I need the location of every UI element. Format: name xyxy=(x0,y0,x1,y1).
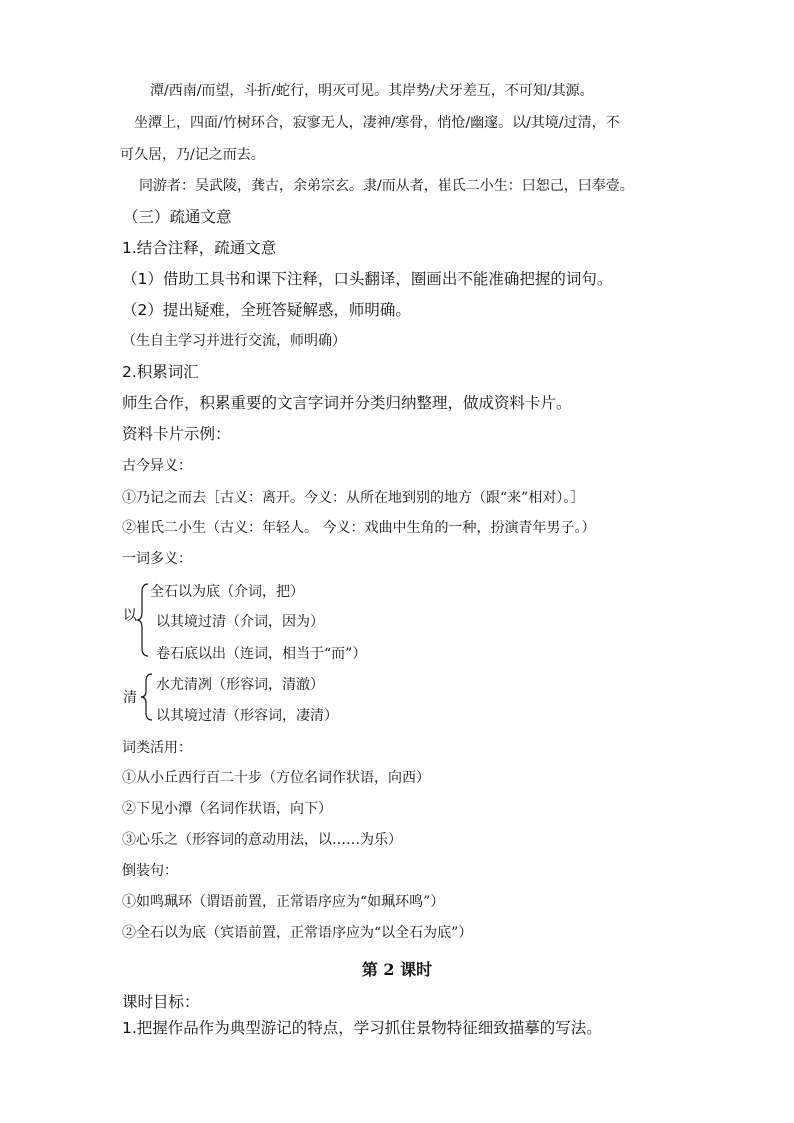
cilei-title: 词类活用： xyxy=(122,740,192,756)
daozhuang-title: 倒装句： xyxy=(122,863,178,879)
daozhuang-item-1: ①如鸣珮环（谓语前置，正常语序应为“如珮环鸣”） xyxy=(122,894,445,910)
yi-item-2: 以其境过清（介词，因为） xyxy=(156,614,324,630)
goal-label: 课时目标： xyxy=(122,993,200,1011)
cilei-item-1: ①从小丘西行百二十步（方位名词作状语，向西） xyxy=(122,770,430,786)
poem-line-2: 坐潭上，四面/竹树环合，寂寥无人，凄神/寒骨，悄怆/幽邃。以/其境/过清，不 xyxy=(134,115,620,131)
lesson-heading: 第 2 课时 xyxy=(361,960,433,979)
poem-line-3: 可久居，乃/记之而去。 xyxy=(120,147,265,163)
yi-brace xyxy=(136,582,150,658)
qing-item-1: 水尤清冽（形容词，清澈） xyxy=(156,677,324,693)
qing-item-2: 以其境过清（形容词，凄清） xyxy=(156,708,338,724)
qing-char: 清 xyxy=(123,690,137,706)
step-2: 2.积累词汇 xyxy=(122,363,199,381)
cilei-item-2: ②下见小潭（名词作状语，向下） xyxy=(122,801,332,817)
student-note: （生自主学习并进行交流，师明确） xyxy=(122,333,346,349)
yi-item-1: 全石以为底（介词，把） xyxy=(150,584,304,600)
qing-brace xyxy=(140,672,154,722)
yici-title: 一词多义： xyxy=(122,551,192,567)
step-1-item-1: （1）借助工具书和课下注释，口头翻译，圈画出不能准确把握的词句。 xyxy=(122,270,613,288)
gujin-title: 古今异义： xyxy=(122,458,192,474)
gujin-item-1: ①乃记之而去［古义：离开。今义：从所在地到别的地方（跟“来”相对）。］ xyxy=(122,490,585,506)
example-label: 资料卡片示例： xyxy=(122,425,231,443)
gujin-item-2: ②崔氏二小生（古义：年轻人。 今义：戏曲中生角的一种，扮演青年男子。） xyxy=(122,520,596,536)
poem-line-4: 同游者：吴武陵，龚古，余弟宗玄。隶/而从者，崔氏二小生：曰恕己，曰奉壹。 xyxy=(139,178,634,194)
yi-item-3: 卷石底以出（连词，相当于“而”） xyxy=(156,646,367,662)
poem-line-1: 潭/西南/而望，斗折/蛇行，明灭可见。其岸势/犬牙差互，不可知/其源。 xyxy=(150,83,594,99)
goal-1: 1.把握作品作为典型游记的特点，学习抓住景物特征细致描摹的写法。 xyxy=(122,1019,602,1037)
cilei-item-3: ③心乐之（形容词的意动用法，以……为乐） xyxy=(122,832,402,848)
daozhuang-item-2: ②全石以为底（宾语前置，正常语序应为“以全石为底”） xyxy=(122,925,473,941)
section-title: （三）疏通文意 xyxy=(123,208,232,226)
step-1: 1.结合注释，疏通文意 xyxy=(122,239,277,257)
step-2-desc: 师生合作，积累重要的文言字词并分类归纳整理，做成资料卡片。 xyxy=(122,394,572,412)
yi-char: 以 xyxy=(123,608,137,624)
step-1-item-2: （2）提出疑难，全班答疑解惑，师明确。 xyxy=(122,301,411,319)
